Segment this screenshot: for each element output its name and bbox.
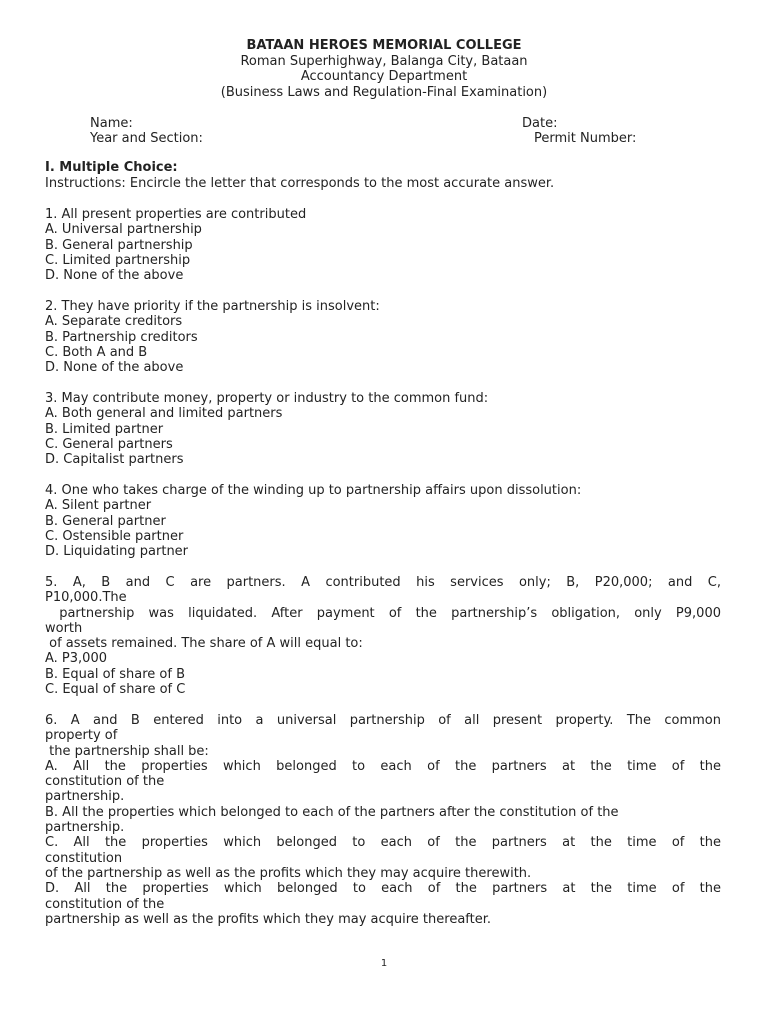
exam-title: (Business Laws and Regulation-Final Examination) (220, 85, 548, 100)
question-6 (45, 713, 721, 927)
answer-option: D. Liquidating partner (45, 544, 189, 560)
answer-option-continued: constitution of the (45, 896, 165, 912)
answer-option: A. All the properties which belonged to each of the partners at the time of the (45, 758, 721, 774)
answer-option: C. Both A and B (45, 344, 148, 360)
answer-option: C. Ostensible partner (45, 528, 184, 544)
page-number: 1 (380, 958, 388, 969)
answer-option-continued: constitution of the (45, 774, 165, 790)
question-stem: partnership was liquidated. After payment of the partnership’s obligation, only P9,000 (45, 605, 721, 621)
answer-option: B. Limited partner (45, 421, 164, 437)
question-stem: 2. They have priority if the partnership is insolvent: (45, 299, 380, 314)
year-section-field-label: Year and Section: (90, 131, 203, 146)
question-stem: the partnership shall be: (45, 743, 209, 759)
answer-option-continued: partnership as well as the profits which they may acquire thereafter. (45, 911, 492, 927)
answer-option: A. Separate creditors (45, 314, 183, 330)
answer-option-continued: of the partnership as well as the profits which they may acquire therewith. (45, 865, 532, 881)
question-stem: worth (45, 620, 83, 636)
answer-option: B. Partnership creditors (45, 329, 198, 345)
answer-option-continued: partnership. (45, 820, 125, 836)
answer-option: A. Silent partner (45, 498, 152, 514)
answer-option: A. Universal partnership (45, 222, 202, 238)
answer-option: A. Both general and limited partners (45, 406, 283, 422)
question-stem: P10,000.The (45, 590, 127, 606)
answer-option: D. Capitalist partners (45, 452, 184, 468)
question-stem: 6. A and B entered into a universal partnership of all present property. The common (45, 713, 721, 728)
question-4 (45, 483, 721, 559)
answer-option: B. General partner (45, 513, 166, 529)
question-stem: 3. May contribute money, property or industry to the common fund: (45, 391, 489, 406)
name-field-label: Name: (90, 116, 133, 131)
answer-option: C. General partners (45, 436, 173, 452)
answer-option-continued: constitution (45, 850, 123, 866)
question-1 (45, 207, 721, 283)
answer-option: D. None of the above (45, 360, 184, 376)
question-3 (45, 391, 721, 467)
answer-option: C. All the properties which belonged to each of the partners at the time of the (45, 835, 721, 851)
answer-option: B. Equal of share of B (45, 666, 186, 682)
answer-option: A. P3,000 (45, 651, 107, 667)
answer-option: D. None of the above (45, 268, 184, 284)
answer-option-continued: partnership. (45, 789, 125, 805)
question-stem: 4. One who takes charge of the winding up to partnership affairs upon dissolution: (45, 483, 582, 498)
department-name: Accountancy Department (300, 69, 468, 84)
answer-option: D. All the properties which belonged to each of the partners at the time of the (45, 881, 721, 897)
instructions: Instructions: Encircle the letter that corresponds to the most accurate answer. (45, 176, 555, 191)
permit-number-field-label: Permit Number: (534, 131, 637, 146)
answer-option: C. Equal of share of C (45, 682, 186, 698)
question-stem: 1. All present properties are contributed (45, 207, 307, 222)
answer-option: B. All the properties which belonged to each of the partners after the constitution of the (45, 804, 619, 820)
date-field-label: Date: (522, 116, 558, 131)
question-stem: of assets remained. The share of A will equal to: (45, 636, 363, 652)
answer-option: C. Limited partnership (45, 252, 191, 268)
college-name: BATAAN HEROES MEMORIAL COLLEGE (246, 38, 522, 53)
question-5 (45, 575, 721, 697)
question-2 (45, 299, 721, 375)
college-address: Roman Superhighway, Balanga City, Bataan (240, 54, 528, 69)
answer-option: B. General partnership (45, 237, 193, 253)
question-stem: property of (45, 728, 118, 744)
section-title: I. Multiple Choice: (45, 160, 178, 175)
question-stem: 5. A, B and C are partners. A contributed his services only; B, P20,000; and C, (45, 575, 721, 590)
